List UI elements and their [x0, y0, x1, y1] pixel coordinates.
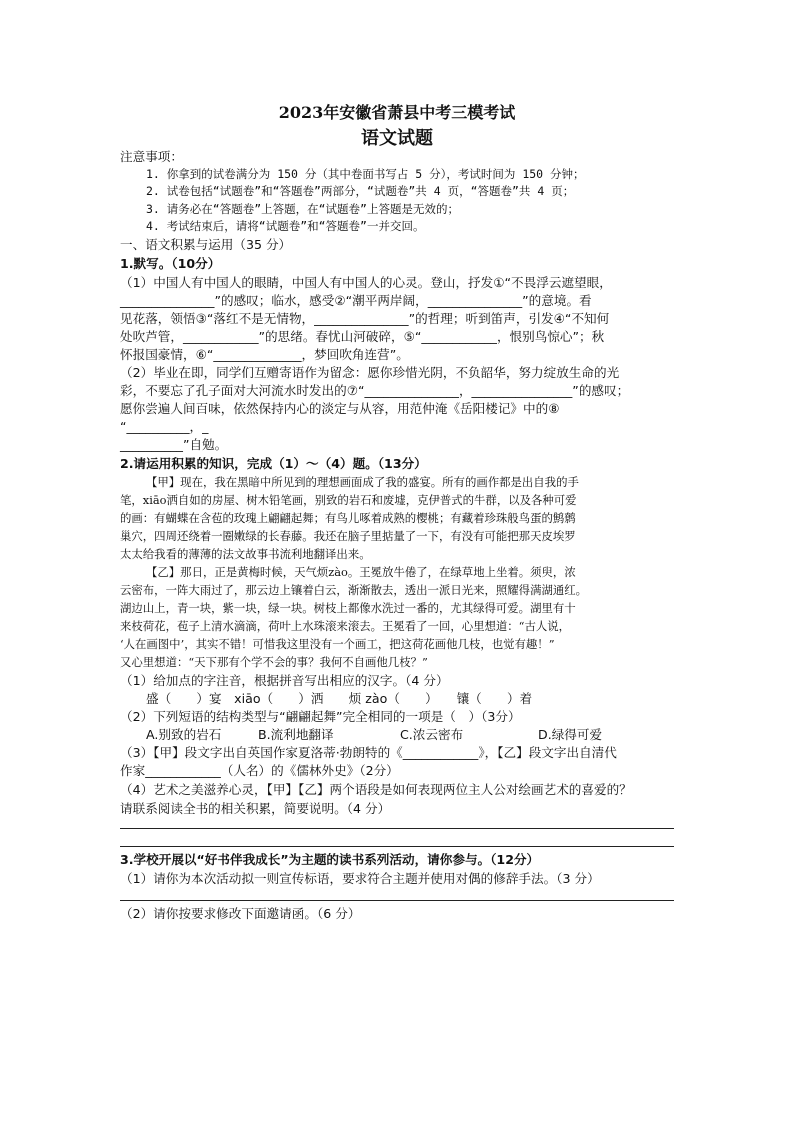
option-a: A.别致的岩石: [146, 727, 222, 742]
q1-line: （1）中国人有中国人的眼睛，中国人有中国人的心灵。登山，抒发①“不畏浮云遮望眼，: [120, 275, 612, 290]
q1-line: 愿你尝遍人间百味，依然保持内心的淡定与从容，用范仲淹《岳阳楼记》中的⑧: [120, 401, 560, 416]
notice-item-4: 4. 考试结束后，请将“试题卷”和“答题卷”一并交回。: [146, 219, 425, 233]
q2-sub1-prompt: （1）给加点的字注音，根据拼音写出相应的汉字。（4 分）: [120, 673, 449, 688]
q1-line: “__________，_: [120, 419, 209, 434]
section-heading: 一、语文积累与运用（35 分）: [120, 237, 292, 252]
passage-line: 云密布，一阵大雨过了，那云边上镶着白云，渐渐散去，透出一派日光来，照耀得满湖通红。: [120, 583, 588, 597]
q2-sub2-prompt: （2）下列短语的结构类型与“翩翩起舞”完全相同的一项是（ ）（3分）: [120, 709, 521, 724]
q2-sub4-line1: （4）艺术之美滋养心灵，【甲】【乙】两个语段是如何表现两位主人公对绘画艺术的喜爱的？: [120, 782, 632, 797]
q2-sub4-line2: 请联系阅读全书的相关积累，简要说明。（4 分）: [120, 801, 391, 816]
passage-line: 巢穴，四周还绕着一圈嫩绿的长春藤。我还在脑子里掂量了一下，有没有可能把那天皮埃罗: [120, 529, 576, 543]
passage-line: ‘人在画图中’，其实不错！可惜我这里没有一个画工，把这荷花画他几枝，也觉有趣！”: [120, 637, 555, 651]
notice-item-2: 2. 试卷包括“试题卷”和“答题卷”两部分，“试题卷”共 4 页，“答题卷”共 4 页；: [146, 184, 575, 198]
q2-sub3-line1: （3）【甲】段文字出自英国作家夏洛蒂·勃朗特的《____________》，【乙】段文字出自清代: [120, 745, 617, 760]
notice-item-1: 1. 你拿到的试卷满分为 150 分（其中卷面书写占 5 分），考试时间为 150 分钟；: [146, 167, 585, 181]
q2-sub3-line2: 作家____________（人名）的《儒林外史》（2分）: [120, 763, 399, 778]
answer-line[interactable]: [120, 846, 674, 847]
exam-subtitle: 语文试题: [361, 128, 433, 149]
q1-line: 见花落，领悟③“落红不是无情物，_______________”的哲理；听到笛声，引发④“不知何: [120, 311, 610, 326]
option-c: C.浓云密布: [400, 727, 464, 742]
passage-line: 湖边山上，青一块，紫一块，绿一块。树枝上都像水洗过一番的，尤其绿得可爱。湖里有十: [120, 601, 576, 615]
q1-line: __________”自勉。: [120, 437, 228, 452]
passage-line: 太太给我看的薄薄的法文故事书流利地翻译出来。: [120, 547, 371, 561]
answer-line[interactable]: [120, 900, 674, 901]
q2-sub1-items: 盛（ ）宴 xiāo（ ）洒 烦 zào（ ） 镶（ ）着: [146, 691, 533, 706]
notice-heading: 注意事项：: [120, 149, 183, 164]
q1-line: （2）毕业在即，同学们互赠寄语作为留念：愿你珍惜光阴，不负韶华，努力绽放生命的光: [120, 365, 620, 380]
passage-line: 又心里想道：“天下那有个学不会的事？我何不自画他几枝？”: [120, 655, 428, 669]
q1-line: 彩，不要忘了孔子面对大河流水时发出的⑦“_______________，________________”的感叹；: [120, 383, 630, 398]
notice-item-3: 3. 请务必在“答题卷”上答题，在“试题卷”上答题是无效的；: [146, 202, 459, 216]
option-b: B.流利地翻译: [258, 727, 334, 742]
q2-title: 2.请运用积累的知识，完成（1）～（4）题。（13分）: [120, 456, 427, 471]
q3-sub2: （2）请你按要求修改下面邀请函。（6 分）: [120, 906, 361, 921]
q3-sub1: （1）请你为本次活动拟一则宣传标语，要求符合主题并使用对偶的修辞手法。（3 分）: [120, 871, 600, 886]
q1-line: 怀报国豪情，⑥“______________，梦回吹角连营”。: [120, 347, 409, 362]
q3-title: 3.学校开展以“好书伴我成长”为主题的读书系列活动，请你参与。（12分）: [120, 852, 540, 867]
passage-line: 【甲】现在，我在黑暗中所见到的理想画面成了我的盛宴。所有的画作都是出自我的手: [146, 475, 579, 489]
option-d: D.绿得可爱: [538, 727, 603, 742]
exam-title: 2023年安徽省萧县中考三模考试: [278, 103, 516, 122]
q1-line: 处吹芦管，____________”的思绪。春忧山河破碎，⑤“____________，恨别鸟惊心”；秋: [120, 329, 605, 344]
answer-line[interactable]: [120, 828, 674, 829]
q1-line: _______________”的感叹；临水，感受②“潮平两岸阔，_______________”的意境。看: [120, 293, 592, 308]
passage-line: 笔，xiāo洒自如的房屋、树木铅笔画，别致的岩石和废墟，克伊普式的牛群，以及各种可爱: [120, 493, 577, 507]
passage-line: 来枝荷花，苞子上清水滴滴，荷叶上水珠滚来滚去。王冕看了一回，心里想道：“古人说，: [120, 619, 571, 633]
passage-line: 【乙】那日，正是黄梅时候，天气烦zào。王冕放牛倦了，在绿草地上坐着。须臾，浓: [146, 565, 576, 579]
passage-line: 的画：有蝴蝶在含苞的玫瑰上翩翩起舞；有鸟儿啄着成熟的樱桃；有藏着珍珠般鸟蛋的鹪鹩: [120, 511, 576, 525]
q1-title: 1.默写。（10分）: [120, 256, 221, 271]
